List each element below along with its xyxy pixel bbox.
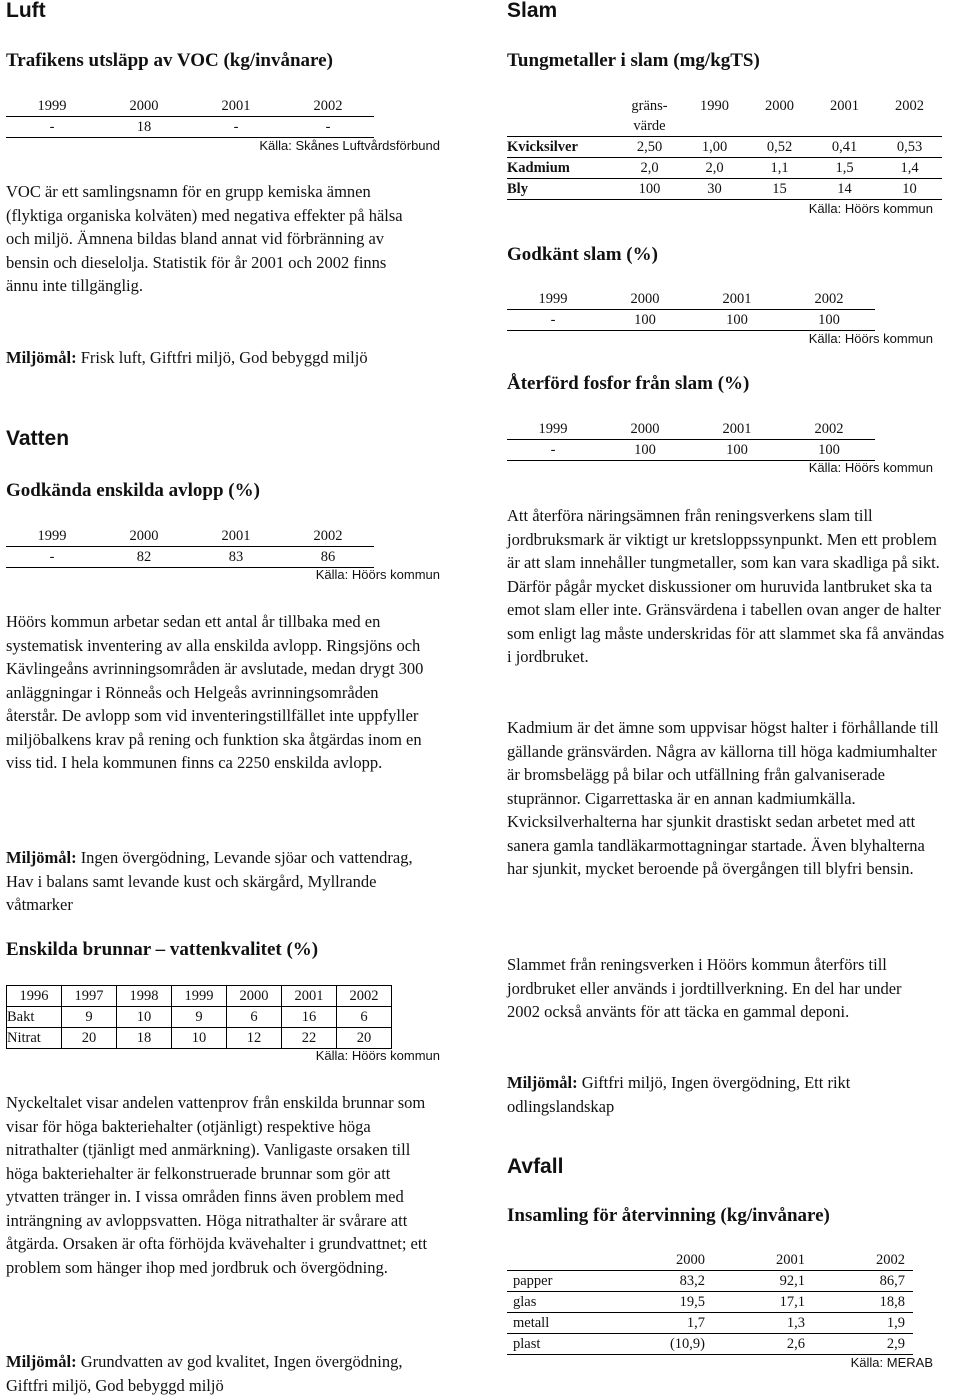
fosfor-paragraph-2: Kadmium är det ämne som uppvisar högst halter i förhållande till gällande gränsvärden. Några av källorna till höga kadmiumhalter är bromsbelägg på bilar och utfällning från galvaniserade stuprännor. Cigarrettaska är en annan kadmiumkälla. Kvicksilverhalterna har sjunkit drastiskt sedan arbetet med att sanera gamla tandläkarmottagningar startade. Även blyhalterna har sjunkit, mycket beroende på övergången till blyfri bensin.: [507, 718, 939, 878]
value-cell: 100: [783, 440, 875, 461]
goal-text: Grundvatten av god kvalitet, Ingen övergödning, Giftfri miljö, God bebyggd miljö: [6, 1352, 403, 1395]
year-cell: 1999: [507, 419, 599, 440]
value-cell: 9: [172, 1007, 227, 1028]
row-label: Kvicksilver: [507, 137, 617, 158]
row-label: Bly: [507, 179, 617, 200]
year-cell: 1999: [172, 986, 227, 1007]
voc-table: [6, 96, 374, 138]
subheading-avlopp: Godkända enskilda avlopp (%): [6, 480, 260, 501]
table-row: [507, 1313, 913, 1334]
godkant-table: [507, 289, 875, 331]
value-cell: 1,7: [613, 1313, 713, 1334]
value-cell: 100: [691, 440, 783, 461]
value-cell: 100: [599, 310, 691, 331]
goal-brunnar: [6, 1350, 436, 1397]
avlopp-table: [6, 526, 374, 568]
value-cell: 10: [117, 1007, 172, 1028]
header-cell: 2001: [812, 96, 877, 137]
subheading-tungmetaller: Tungmetaller i slam (mg/kgTS): [507, 50, 760, 71]
subheading-godkant-slam: Godkänt slam (%): [507, 244, 658, 265]
value-cell: 0,41: [812, 137, 877, 158]
table-row: [507, 179, 942, 200]
row-label: plast: [507, 1334, 613, 1355]
row-label: Kadmium: [507, 158, 617, 179]
year-cell: 2001: [691, 289, 783, 310]
value-cell: 2,50: [617, 137, 682, 158]
value-cell: 10: [877, 179, 942, 200]
year-cell: 2002: [282, 96, 374, 117]
year-cell: 2000: [227, 986, 282, 1007]
goal-label: Miljömål:: [6, 348, 77, 367]
header-cell: gräns- värde: [631, 98, 668, 134]
value-cell: 2,6: [713, 1334, 813, 1355]
value-cell: 17,1: [713, 1292, 813, 1313]
table-row: [507, 1334, 913, 1355]
year-cell: 2002: [783, 419, 875, 440]
value-cell: 100: [691, 310, 783, 331]
year-cell: 2002: [813, 1250, 913, 1271]
value-cell: 30: [682, 179, 747, 200]
value-cell: -: [507, 440, 599, 461]
section-heading-luft: Luft: [6, 0, 46, 22]
value-cell: (10,9): [613, 1334, 713, 1355]
value-cell: 86: [282, 547, 374, 568]
value-cell: 1,5: [812, 158, 877, 179]
table-row: [507, 1271, 913, 1292]
value-cell: 10: [172, 1028, 227, 1049]
value-cell: 83: [190, 547, 282, 568]
value-cell: -: [507, 310, 599, 331]
year-cell: 2002: [282, 526, 374, 547]
table-row: [507, 1292, 913, 1313]
value-cell: -: [6, 547, 98, 568]
value-cell: 0,53: [877, 137, 942, 158]
subheading-voc: Trafikens utsläpp av VOC (kg/invånare): [6, 50, 333, 71]
value-cell: 6: [337, 1007, 392, 1028]
row-label: papper: [507, 1271, 613, 1292]
goal-text: Frisk luft, Giftfri miljö, God bebyggd miljö: [76, 348, 368, 367]
year-cell: 1999: [6, 526, 98, 547]
row-label: Bakt: [7, 1007, 62, 1028]
goal-luft: [6, 346, 416, 370]
goal-vatten: [6, 846, 426, 917]
goal-label: Miljömål:: [6, 848, 77, 867]
header-cell: 2002: [877, 96, 942, 137]
source-label: Källa: Höörs kommun: [315, 1048, 440, 1063]
section-heading-vatten: Vatten: [6, 427, 70, 450]
insamling-table: [507, 1250, 913, 1355]
value-cell: -: [282, 117, 374, 138]
subheading-fosfor: Återförd fosfor från slam (%): [507, 373, 750, 394]
section-heading-avfall: Avfall: [507, 1155, 564, 1178]
year-cell: 1999: [6, 96, 98, 117]
value-cell: 6: [227, 1007, 282, 1028]
value-cell: 9: [62, 1007, 117, 1028]
row-label: Nitrat: [7, 1028, 62, 1049]
goal-text: Giftfri miljö, Ingen övergödning, Ett rikt odlingslandskap: [507, 1073, 851, 1116]
value-cell: 83,2: [613, 1271, 713, 1292]
value-cell: 12: [227, 1028, 282, 1049]
value-cell: 18: [98, 117, 190, 138]
value-cell: 16: [282, 1007, 337, 1028]
year-cell: 2002: [337, 986, 392, 1007]
goal-label: Miljömål:: [507, 1073, 578, 1092]
value-cell: 18: [117, 1028, 172, 1049]
value-cell: 100: [783, 310, 875, 331]
value-cell: 14: [812, 179, 877, 200]
value-cell: 2,9: [813, 1334, 913, 1355]
table-row: [7, 1028, 392, 1049]
year-cell: 2000: [599, 419, 691, 440]
source-label: Källa: Skånes Luftvårdsförbund: [259, 138, 440, 153]
year-cell: 1996: [7, 986, 62, 1007]
fosfor-paragraph-3: Slammet från reningsverken i Höörs kommun återförs till jordbruket eller används i jordtillverkning. En del har under 2002 också använts för att täcka en gammal deponi.: [507, 955, 902, 1021]
value-cell: 18,8: [813, 1292, 913, 1313]
year-cell: 2000: [599, 289, 691, 310]
year-cell: 2001: [282, 986, 337, 1007]
value-cell: 20: [62, 1028, 117, 1049]
goal-text: Ingen övergödning, Levande sjöar och vattendrag, Hav i balans samt levande kust och skärgård, Myllrande våtmarker: [6, 848, 413, 914]
fosfor-table: [507, 419, 875, 461]
value-cell: 1,9: [813, 1313, 913, 1334]
year-cell: 2000: [98, 526, 190, 547]
source-label: Källa: Höörs kommun: [808, 331, 933, 346]
year-cell: 2001: [713, 1250, 813, 1271]
source-label: Källa: Höörs kommun: [808, 460, 933, 475]
year-cell: 2001: [691, 419, 783, 440]
value-cell: 15: [747, 179, 812, 200]
value-cell: 22: [282, 1028, 337, 1049]
year-cell: 1999: [507, 289, 599, 310]
value-cell: 2,0: [682, 158, 747, 179]
year-cell: 2000: [98, 96, 190, 117]
metal-table: [507, 96, 942, 200]
year-cell: 1998: [117, 986, 172, 1007]
value-cell: 82: [98, 547, 190, 568]
fosfor-paragraph-1: Att återföra näringsämnen från reningsverkens slam till jordbruksmark är viktigt ur kretsloppssynpunkt. Men ett problem är att slam innehåller tungmetaller, som kan vara skadliga på sikt. Därför pågår mycket diskussioner om huruvida lantbruket ska ta emot slam eller inte. Gränsvärdena i tabellen ovan anger de halter som enligt lag måste underskridas för att slammet ska få användas i jordbruket.: [507, 506, 945, 666]
value-cell: 1,4: [877, 158, 942, 179]
year-cell: 2002: [783, 289, 875, 310]
value-cell: 100: [599, 440, 691, 461]
value-cell: 2,0: [617, 158, 682, 179]
table-row: [507, 158, 942, 179]
value-cell: 1,00: [682, 137, 747, 158]
header-cell: 1990: [682, 96, 747, 137]
goal-slam: [507, 1071, 937, 1118]
row-label: metall: [507, 1313, 613, 1334]
table-row: [7, 1007, 392, 1028]
goal-label: Miljömål:: [6, 1352, 77, 1371]
value-cell: 100: [617, 179, 682, 200]
subheading-insamling: Insamling för återvinning (kg/invånare): [507, 1205, 830, 1226]
brunnar-paragraph: Nyckeltalet visar andelen vattenprov från enskilda brunnar som visar för höga bakteriehalter (otjänligt) respektive höga nitrathalter (tjänligt med anmärkning). Vanligaste orsaken till höga bakteriehalter är felkonstruerade brunnar som gör att ytvatten tränger in. I vissa områden finns även problem med inträngning av avloppsvatten. Höga nitrathalter är svårare att åtgärda. Orsaken är ofta förhöjda kvävehalter i grundvattnet; ett problem som hänger ihop med jordbruk och övergödning.: [6, 1093, 428, 1277]
value-cell: 19,5: [613, 1292, 713, 1313]
value-cell: 86,7: [813, 1271, 913, 1292]
value-cell: 92,1: [713, 1271, 813, 1292]
year-cell: 1997: [62, 986, 117, 1007]
value-cell: 20: [337, 1028, 392, 1049]
source-label: Källa: MERAB: [850, 1355, 933, 1370]
avlopp-paragraph: Höörs kommun arbetar sedan ett antal år tillbaka med en systematisk inventering av alla enskilda avlopp. Ringsjöns och Kävlingeåns avrinningsområden är avslutade, medan drygt 300 anläggningar i Rönneås och Helgeås avrinningsområden återstår. De avlopp som vid inventeringstillfället inte uppfyller miljöbalkens krav på rening och funktion ska åtgärdas inom en viss tid. I hela kommunen finns ca 2250 enskilda avlopp.: [6, 612, 424, 772]
value-cell: -: [190, 117, 282, 138]
value-cell: -: [6, 117, 98, 138]
source-label: Källa: Höörs kommun: [808, 201, 933, 216]
value-cell: 1,3: [713, 1313, 813, 1334]
subheading-brunnar: Enskilda brunnar – vattenkvalitet (%): [6, 939, 319, 960]
value-cell: 0,52: [747, 137, 812, 158]
section-heading-slam: Slam: [507, 0, 558, 22]
voc-paragraph: VOC är ett samlingsnamn för en grupp kemiska ämnen (flyktiga organiska kolväten) med negativa effekter på hälsa och miljö. Ämnena bildas bland annat vid förbränning av bensin och dieselolja. Statistik för år 2001 och 2002 finns ännu inte tillgänglig.: [6, 182, 403, 295]
row-label: glas: [507, 1292, 613, 1313]
value-cell: 1,1: [747, 158, 812, 179]
source-label: Källa: Höörs kommun: [315, 567, 440, 582]
year-cell: 2001: [190, 526, 282, 547]
year-cell: 2000: [613, 1250, 713, 1271]
year-cell: 2001: [190, 96, 282, 117]
table-row: [507, 137, 942, 158]
brunnar-table: [6, 985, 392, 1049]
header-cell: 2000: [747, 96, 812, 137]
